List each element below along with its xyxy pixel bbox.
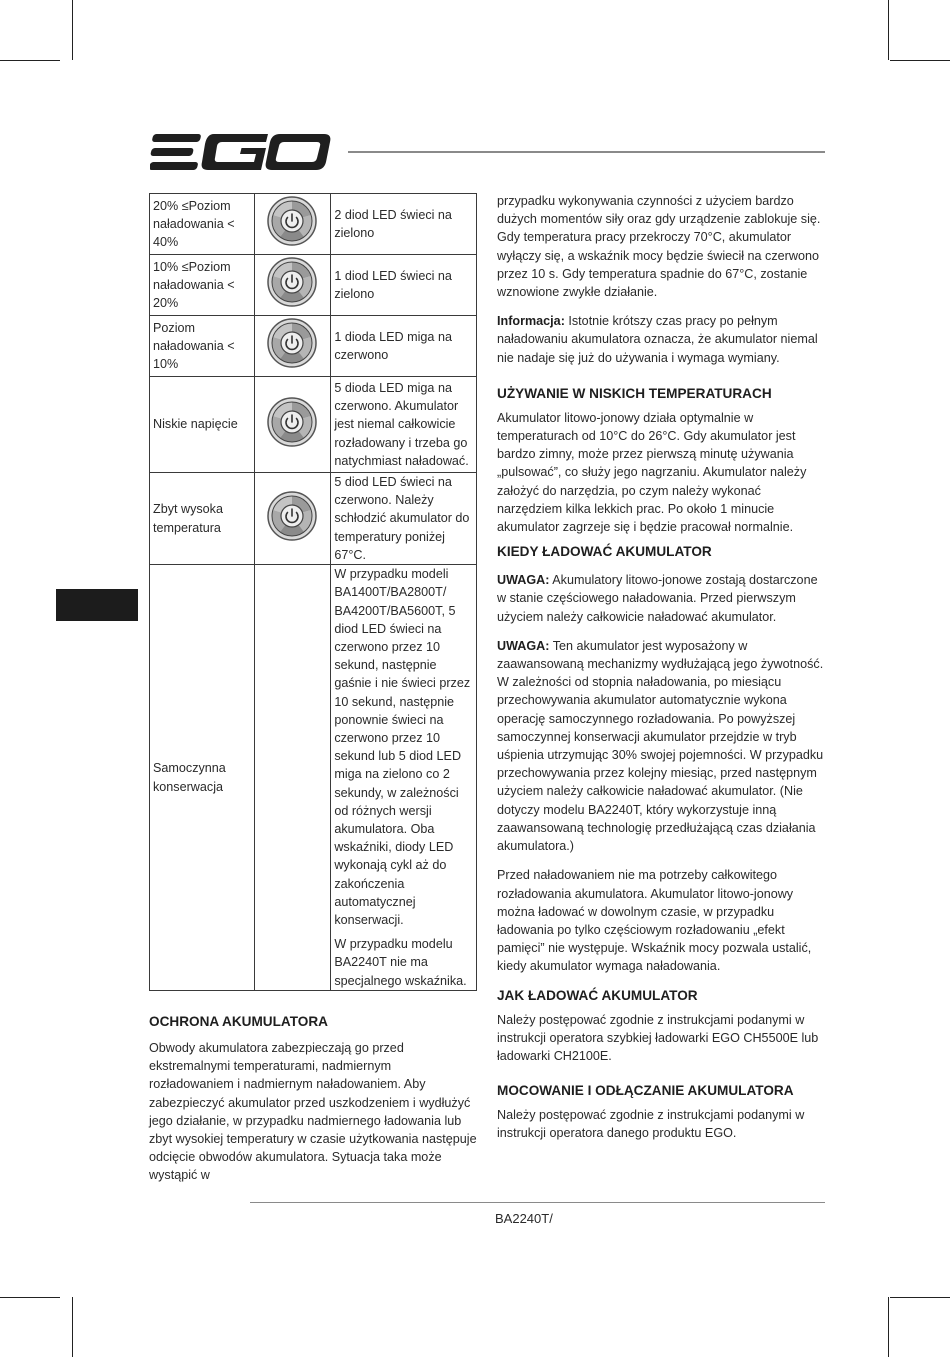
- section-body: Obwody akumulatora zabezpieczają go przed ekstremalnymi temperaturami, nadmiernym rozładowaniem i nadmiernym naładowaniem. Aby zabezpieczyć akumulator przed uszkodzeniem i wydłużyć jego działanie, w przypadku nadmiernego ładowania lub zbyt wysokiej temperatury w czasie użytkowania następuje odcięcie obwodów akumulatora. Sytuacja taka może wystąpić w: [149, 1041, 477, 1183]
- crop-mark: [888, 1297, 889, 1357]
- crop-mark: [0, 60, 60, 61]
- crop-mark: [890, 60, 950, 61]
- note-paragraph: [497, 571, 825, 626]
- led-description-cell: [331, 377, 477, 473]
- section-body: Należy postępować zgodnie z instrukcjami podanymi w instrukcji operatora szybkiej ładowarki EGO CH5500E lub ładowarki CH2100E.: [497, 1012, 819, 1063]
- led-description-text: 5 diod LED świeci na czerwono. Należy schłodzić akumulator do temperatury poniżej 67°C.: [334, 475, 470, 562]
- led-table-row: [150, 255, 477, 316]
- led-indicator-table: [149, 193, 477, 991]
- right-column: [497, 192, 825, 1143]
- left-column: [149, 1012, 479, 1185]
- led-description-cell: [331, 194, 477, 255]
- battery-state-cell: 20% ≤Poziom naładowania < 40%: [150, 194, 255, 255]
- led-table-row: [150, 473, 477, 565]
- led-icon-cell: [254, 255, 331, 316]
- info-text: Istotnie krótszy czas pracy po pełnym naładowaniu akumulatora oznacza, że akumulator niemal nie nadaje się już do używania i wymaga wymiany.: [497, 314, 818, 365]
- crop-mark: [72, 1297, 73, 1357]
- led-description-text: 2 diod LED świeci na zielono: [334, 207, 452, 240]
- section-heading: OCHRONA AKUMULATORA: [149, 1014, 328, 1029]
- crop-mark: [890, 1297, 950, 1298]
- led-table-row: [150, 194, 477, 255]
- battery-state-cell: Poziom naładowania < 10%: [150, 316, 255, 377]
- section-heading: JAK ŁADOWAĆ AKUMULATOR: [497, 987, 698, 1003]
- note-label: UWAGA:: [497, 573, 550, 588]
- led-icon-cell: [254, 565, 331, 991]
- led-description-cell: [331, 473, 477, 565]
- info-label: Informacja:: [497, 314, 565, 329]
- header-rule: [348, 151, 825, 153]
- section-heading: UŻYWANIE W NISKICH TEMPERATURACH: [497, 385, 772, 401]
- led-icon-cell: [254, 194, 331, 255]
- battery-state-cell: Samoczynna konserwacja: [150, 565, 255, 991]
- language-tab: [56, 589, 138, 621]
- note-label: UWAGA:: [497, 638, 550, 653]
- led-description-text: 1 dioda LED miga na czerwono: [334, 329, 452, 362]
- footer-rule: [250, 1202, 825, 1203]
- section-body: Należy postępować zgodnie z instrukcjami podanymi w instrukcji operatora danego produktu EGO.: [497, 1108, 805, 1141]
- led-table-row: [150, 316, 477, 377]
- led-description-text: 5 dioda LED miga na czerwono. Akumulator jest niemal całkowicie rozładowany i trzeba go natychmiast naładować.: [334, 380, 469, 468]
- ego-logo: [150, 132, 332, 172]
- battery-state-cell: Zbyt wysoka temperatura: [150, 473, 255, 565]
- led-table-row: [150, 565, 477, 991]
- battery-led-icon: [266, 490, 318, 542]
- led-description-text: 1 diod LED świeci na zielono: [334, 268, 452, 301]
- led-icon-cell: [254, 377, 331, 473]
- battery-led-icon: [266, 396, 318, 448]
- led-description-text: W przypadku modelu BA2240T nie ma specjalnego wskaźnika.: [334, 937, 467, 988]
- battery-led-icon: [266, 317, 318, 369]
- battery-state-cell: Niskie napięcie: [150, 377, 255, 473]
- note-text: Akumulatory litowo-jonowe zostają dostarczone w stanie częściowego naładowania. Przed pierwszym użyciem należy całkowicie naładować akumulator.: [497, 573, 818, 624]
- led-icon-cell: [254, 473, 331, 565]
- charge-paragraph: Przed naładowaniem nie ma potrzeby całkowitego rozładowania akumulatora. Akumulator litowo-jonowy można ładować w dowolnym czasie, w przypadku ładowania po tylko częściowym rozładowaniu „efekt pamięci” nie występuje. Wskaźnik mocy pozwala ustalić, kiedy akumulator wymaga naładowania.: [497, 868, 812, 974]
- crop-mark: [72, 0, 73, 60]
- section-body: Akumulator litowo-jonowy działa optymalnie w temperaturach od 10°C do 26°C. Gdy akumulator jest bardzo zimny, może przez pierwszą minutę używania „pulsować”, co służy jego nagrzaniu. Akumulator należy założyć do narzędzia, po czym należy wykonać narzędziem kilka lekkich prac. Po około 1 minucie akumulator zagrzeje się i będzie pracował normalnie.: [497, 410, 807, 535]
- info-paragraph: [497, 312, 825, 367]
- led-description-cell: [331, 255, 477, 316]
- led-description-text: W przypadku modeli BA1400T/BA2800T/ BA4200T/BA5600T, 5 diod LED świeci na czerwono przez 10 sekund, następnie gaśnie i nie świeci przez 10 sekund, następnie ponownie świeci na czerwono przez 10 sekund lub 5 diod LED miga na zielono co 2 sekundy, w zależności od różnych wersji akumulatora. Oba wskaźniki, diody LED wykonają cykl aż do zakończenia automatycznej konserwacji.: [334, 567, 471, 928]
- note-text: Ten akumulator jest wyposażony w zaawansowaną mechanizmy wydłużającą jego żywotność. W zależności od stopnia naładowania, po miesiącu przechowywania akumulator automatycznie wykona operację samoczynnego rozładowania. Po powyższej samoczynnej konserwacji akumulator przejdzie w tryb uśpienia utrzymując 30% swojej pojemności. W przypadku przechowywania przez kolejny miesiąc, przed następnym użyciem należy całkowicie naładować akumulator. (Nie dotyczy modelu BA2240T, który wykorzystuje inną zaawansowaną technologię przedłużającą czas działania akumulatora.): [497, 638, 824, 854]
- battery-state-cell: 10% ≤Poziom naładowania < 20%: [150, 255, 255, 316]
- footer-model: BA2240T/: [495, 1211, 553, 1226]
- battery-led-icon: [266, 256, 318, 308]
- led-icon-cell: [254, 316, 331, 377]
- crop-mark: [888, 0, 889, 60]
- battery-led-icon: [266, 195, 318, 247]
- section-heading: KIEDY ŁADOWAĆ AKUMULATOR: [497, 544, 712, 560]
- continuation-text: przypadku wykonywania czynności z użyciem bardzo dużych momentów siły oraz gdy urządzenie zablokuje się. Gdy temperatura pracy przekroczy 70°C, akumulator wyłączy się, a wskaźnik mocy będzie świecił na czerwono przez 10 s. Gdy temperatura spadnie do 67°C, zostanie wznowione zwykłe działanie.: [497, 194, 821, 300]
- led-description-cell: [331, 565, 477, 991]
- note-paragraph: [497, 637, 825, 855]
- crop-mark: [0, 1297, 60, 1298]
- section-heading: MOCOWANIE I ODŁĄCZANIE AKUMULATORA: [497, 1083, 794, 1099]
- led-table-row: [150, 377, 477, 473]
- led-description-cell: [331, 316, 477, 377]
